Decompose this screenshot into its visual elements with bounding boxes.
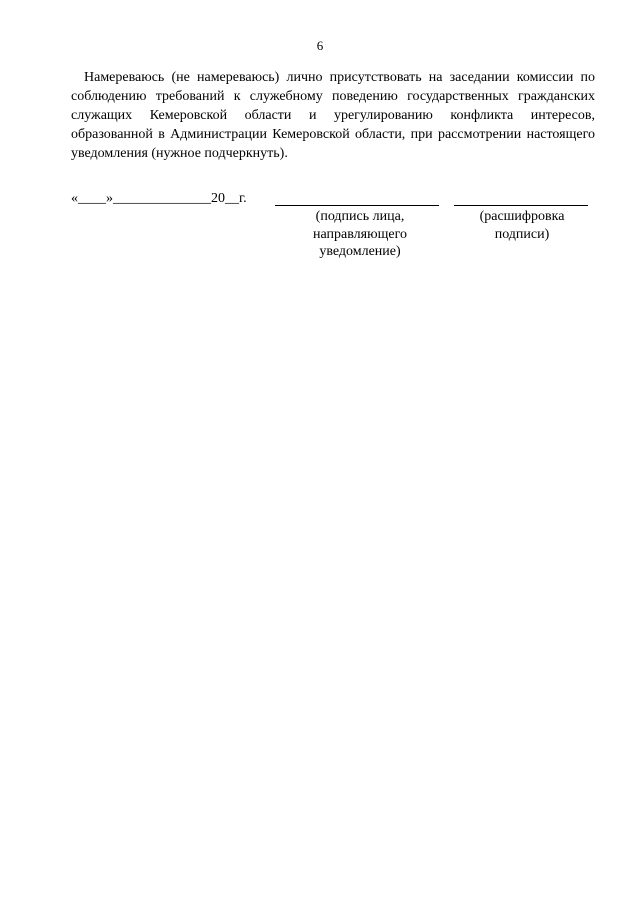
page-number: 6 — [316, 38, 324, 53]
date-blank: «____»______________20__г. — [71, 191, 247, 206]
intent-paragraph: Намереваюсь (не намереваюсь) лично присутствовать на заседании комиссии по соблюдению требований к служебному поведению государственных гражданских служащих Кемеровской области и урегулированию конфликта интересов, образованной в Администрации Кемеровской области, при рассмотрении настоящего уведомления (нужное подчеркнуть). — [71, 70, 595, 161]
signature-decode-line — [454, 205, 588, 206]
signature-decode-caption: (расшифровка подписи) — [479, 209, 565, 242]
signature-caption: (подпись лица, направляющего уведомление) — [313, 209, 407, 259]
signature-line — [275, 205, 439, 206]
